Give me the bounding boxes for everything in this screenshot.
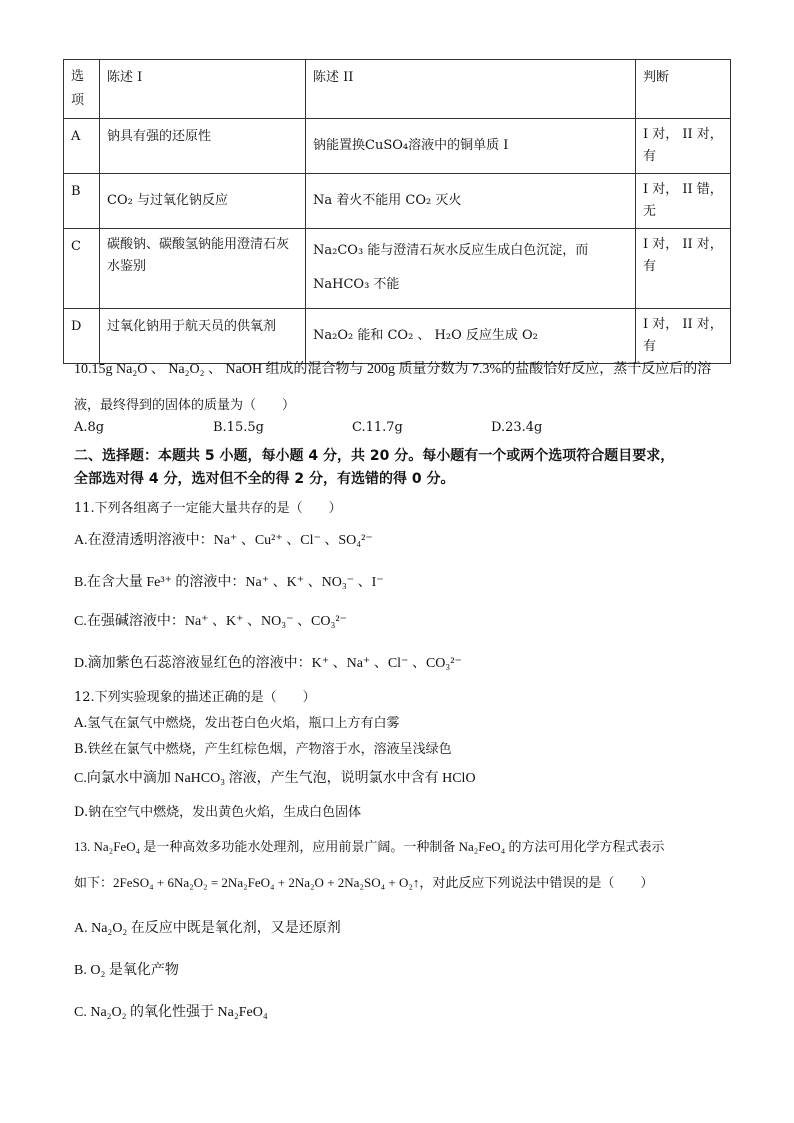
q13-option-b: B. O₂ 是氧化产物 bbox=[74, 963, 179, 978]
table-header-row bbox=[64, 60, 731, 119]
header-judgement: 判断 bbox=[636, 60, 731, 119]
q10-option-b: B.15.5g bbox=[213, 420, 264, 435]
row-option: B bbox=[64, 174, 100, 229]
row-statement-1: 钠具有强的还原性 bbox=[100, 119, 306, 174]
q11-option-d: D.滴加紫色石蕊溶液显红色的溶液中：K⁺ 、Na⁺ 、Cl⁻ 、CO₃²⁻ bbox=[74, 656, 462, 671]
q10-option-a: A.8g bbox=[74, 420, 105, 435]
header-option: 选 项 bbox=[64, 60, 100, 119]
row-statement-2: 钠能置换CuSO₄溶液中的铜单质 I bbox=[306, 119, 636, 174]
header-statement-2: 陈述 II bbox=[306, 60, 636, 119]
q11-option-b: B.在含大量 Fe³⁺ 的溶液中：Na⁺ 、K⁺ 、NO₃⁻ 、I⁻ bbox=[74, 575, 384, 590]
statement-table bbox=[63, 59, 731, 364]
q12-option-c: C.向氯水中滴加 NaHCO₃ 溶液，产生气泡，说明氯水中含有 HClO bbox=[74, 771, 476, 786]
q13-option-a: A. Na₂O₂ 在反应中既是氧化剂，又是还原剂 bbox=[74, 921, 341, 936]
table-row bbox=[64, 229, 731, 309]
row-option: A bbox=[64, 119, 100, 174]
q10-option-d: D.23.4g bbox=[491, 420, 543, 435]
section2-instructions-line1: 二、选择题：本题共 5 小题，每小题 4 分，共 20 分。每小题有一个或两个选项符合题目要求， bbox=[74, 448, 675, 464]
q10-stem-line2: 液，最终得到的固体的质量为（ ） bbox=[74, 398, 296, 413]
q11-option-a: A.在澄清透明溶液中：Na⁺ 、Cu²⁺ 、Cl⁻ 、SO₄²⁻ bbox=[74, 533, 373, 548]
section2-instructions-line2: 全部选对得 4 分，选对但不全的得 2 分，有选错的得 0 分。 bbox=[74, 471, 455, 487]
q12-option-d: D.钠在空气中燃烧，发出黄色火焰，生成白色固体 bbox=[74, 805, 362, 820]
row-statement-2: Na₂O₂ 能和 CO₂ 、 H₂O 反应生成 O₂ bbox=[306, 309, 636, 364]
q13-option-c: C. Na₂O₂ 的氧化性强于 Na₂FeO₄ bbox=[74, 1005, 268, 1020]
row-option: D bbox=[64, 309, 100, 364]
q12-option-a: A.氢气在氯气中燃烧，发出苍白色火焰，瓶口上方有白雾 bbox=[74, 716, 400, 731]
q11-option-c: C.在强碱溶液中：Na⁺ 、K⁺ 、NO₃⁻ 、CO₃²⁻ bbox=[74, 614, 347, 629]
row-statement-2: Na₂CO₃ 能与澄清石灰水反应生成白色沉淀，而 NaHCO₃ 不能 bbox=[306, 229, 636, 309]
row-judgement: I 对， II 对， 有 bbox=[636, 119, 731, 174]
row-option: C bbox=[64, 229, 100, 309]
row-statement-1: 过氧化钠用于航天员的供氧剂 bbox=[100, 309, 306, 364]
table-row bbox=[64, 309, 731, 364]
row-judgement: I 对， II 错， 无 bbox=[636, 174, 731, 229]
row-statement-2: Na 着火不能用 CO₂ 灭火 bbox=[306, 174, 636, 229]
q13-stem-line1: 13. Na₂FeO₄ 是一种高效多功能水处理剂，应用前景广阔。一种制备 Na₂FeO₄ 的方法可用化学方程式表示 bbox=[74, 839, 665, 854]
table-row bbox=[64, 174, 731, 229]
row-judgement: I 对， II 对， 有 bbox=[636, 229, 731, 309]
table-row bbox=[64, 119, 731, 174]
row-judgement: I 对， II 对， 有 bbox=[636, 309, 731, 364]
q12-option-b: B.铁丝在氯气中燃烧，产生红棕色烟，产物溶于水，溶液呈浅绿色 bbox=[74, 742, 452, 757]
q12-stem: 12.下列实验现象的描述正确的是（ ） bbox=[74, 690, 316, 705]
q10-option-c: C.11.7g bbox=[352, 420, 403, 435]
q13-stem-line2: 如下：2FeSO₄ + 6Na₂O₂ = 2Na₂FeO₄ + 2Na₂O + 2Na₂SO₄ + O₂↑，对此反应下列说法中错误的是（ ） bbox=[74, 875, 654, 890]
row-statement-1: 碳酸钠、碳酸氢钠能用澄清石灰水鉴别 bbox=[100, 229, 306, 309]
header-statement-1: 陈述 I bbox=[100, 60, 306, 119]
q11-stem: 11.下列各组离子一定能大量共存的是（ ） bbox=[74, 501, 342, 516]
q10-stem-line1: 10.15g Na₂O 、 Na₂O₂ 、 NaOH 组成的混合物与 200g 质量分数为 7.3%的盐酸恰好反应，蒸干反应后的溶 bbox=[74, 362, 712, 377]
row-statement-1: CO₂ 与过氧化钠反应 bbox=[100, 174, 306, 229]
